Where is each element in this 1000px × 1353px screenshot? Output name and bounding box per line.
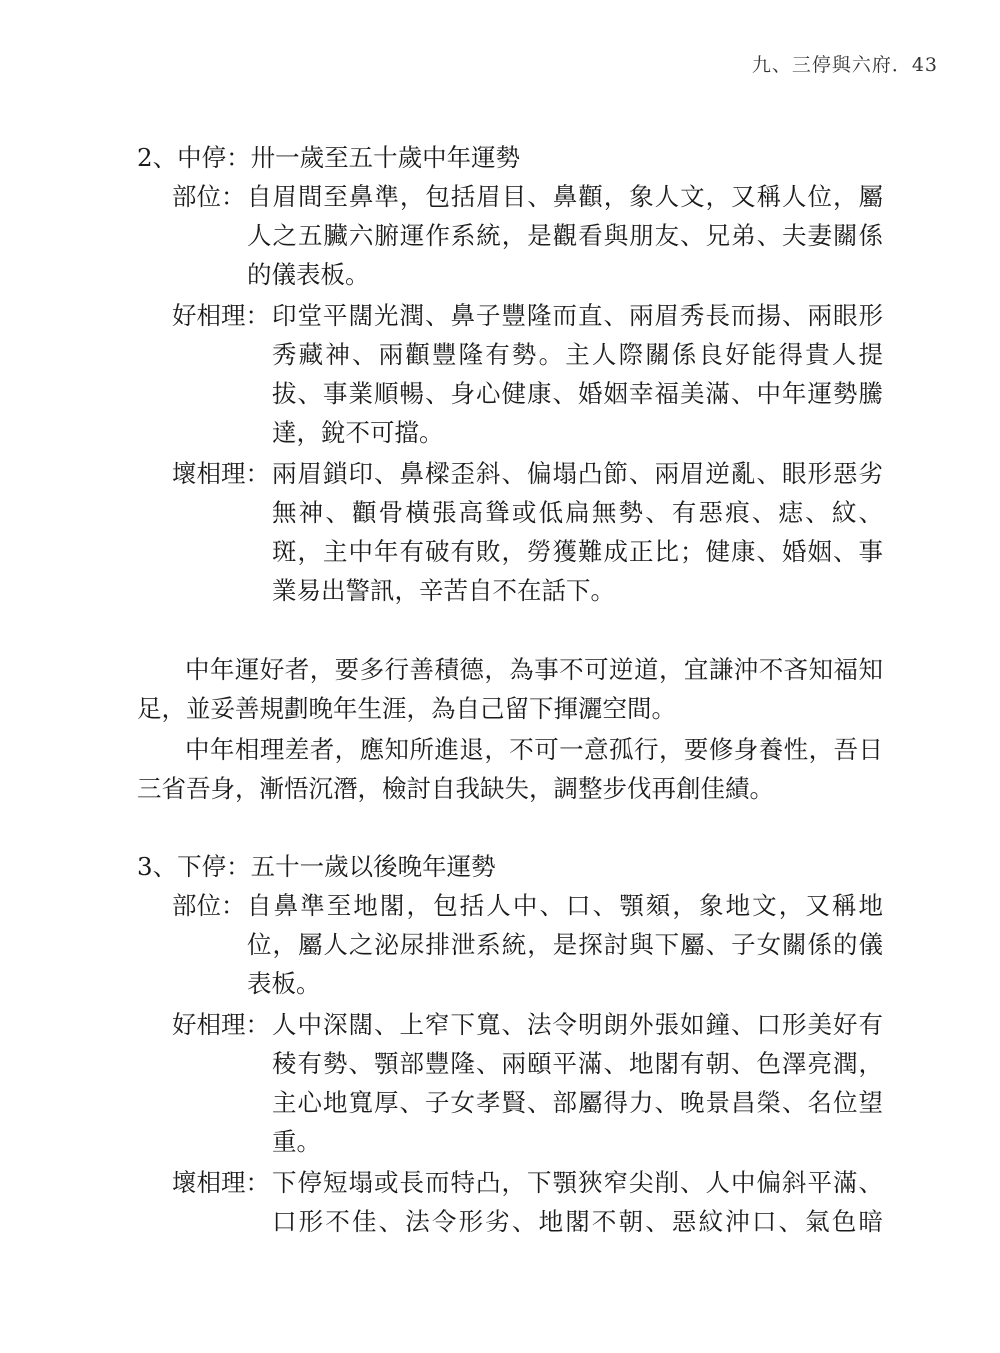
position-label: 部位： xyxy=(172,891,246,920)
section-heading: 3、下停：五十一歲以後晚年運勢 xyxy=(137,852,496,881)
bad-features-line: 下停短塌或長而特凸，下顎狹窄尖削、人中偏斜平滿、 xyxy=(272,1168,883,1197)
good-features-line: 人中深闊、上窄下寬、法令明朗外張如鐘、口形美好有 xyxy=(272,1010,883,1039)
bad-features-line: 業易出警訊，辛苦自不在話下。 xyxy=(272,576,615,605)
bad-features-line: 斑，主中年有破有敗，勞獲難成正比；健康、婚姻、事 xyxy=(272,537,883,566)
paragraph-line: 三省吾身，漸悟沉潛，檢討自我缺失，調整步伐再創佳績。 xyxy=(137,774,774,803)
good-features-line: 稜有勢、顎部豐隆、兩頤平滿、地閣有朝、色澤亮潤， xyxy=(272,1049,883,1078)
position-text-line: 表板。 xyxy=(247,969,321,998)
good-features-line: 主心地寬厚、子女孝賢、部屬得力、晚景昌榮、名位望 xyxy=(272,1088,883,1117)
bad-features-line: 無神、顴骨橫張高聳或低扁無勢、有惡痕、痣、紋、 xyxy=(272,498,883,527)
good-features-line: 秀藏神、兩顴豐隆有勢。主人際關係良好能得貴人提 xyxy=(272,340,883,369)
good-features-line: 印堂平闊光潤、鼻子豐隆而直、兩眉秀長而揚、兩眼形 xyxy=(272,301,883,330)
good-features-line: 達，銳不可擋。 xyxy=(272,418,444,447)
good-features-label: 好相理： xyxy=(172,301,270,330)
good-features-line: 重。 xyxy=(272,1127,321,1156)
position-text-line: 人之五臟六腑運作系統，是觀看與朋友、兄弟、夫妻關係 xyxy=(247,221,883,250)
bad-features-label: 壞相理： xyxy=(172,1168,270,1197)
paragraph-line: 中年運好者，要多行善積德，為事不可逆道，宜謙沖不吝知福知 xyxy=(185,655,883,684)
good-features-label: 好相理： xyxy=(172,1010,270,1039)
position-text-line: 自眉間至鼻準，包括眉目、鼻顴，象人文，又稱人位，屬 xyxy=(247,182,883,211)
position-text-line: 自鼻準至地閣，包括人中、口、顎頦，象地文，又稱地 xyxy=(247,891,883,920)
position-label: 部位： xyxy=(172,182,246,211)
position-text-line: 位，屬人之泌尿排泄系統，是探討與下屬、子女關係的儀 xyxy=(247,930,883,959)
position-text-line: 的儀表板。 xyxy=(247,260,370,289)
bad-features-line: 口形不佳、法令形劣、地閣不朝、惡紋沖口、氣色暗 xyxy=(272,1207,883,1236)
paragraph-line: 中年相理差者，應知所進退，不可一意孤行，要修身養性，吾日 xyxy=(185,735,883,764)
paragraph-line: 足，並妥善規劃晚年生涯，為自己留下揮灑空間。 xyxy=(137,694,676,723)
good-features-line: 拔、事業順暢、身心健康、婚姻幸福美滿、中年運勢騰 xyxy=(272,379,883,408)
section-heading: 2、中停：卅一歲至五十歲中年運勢 xyxy=(137,143,521,172)
bad-features-line: 兩眉鎖印、鼻樑歪斜、偏塌凸節、兩眉逆亂、眼形惡劣 xyxy=(272,459,883,488)
running-head: 九、三停與六府．43 xyxy=(751,54,938,76)
bad-features-label: 壞相理： xyxy=(172,459,270,488)
